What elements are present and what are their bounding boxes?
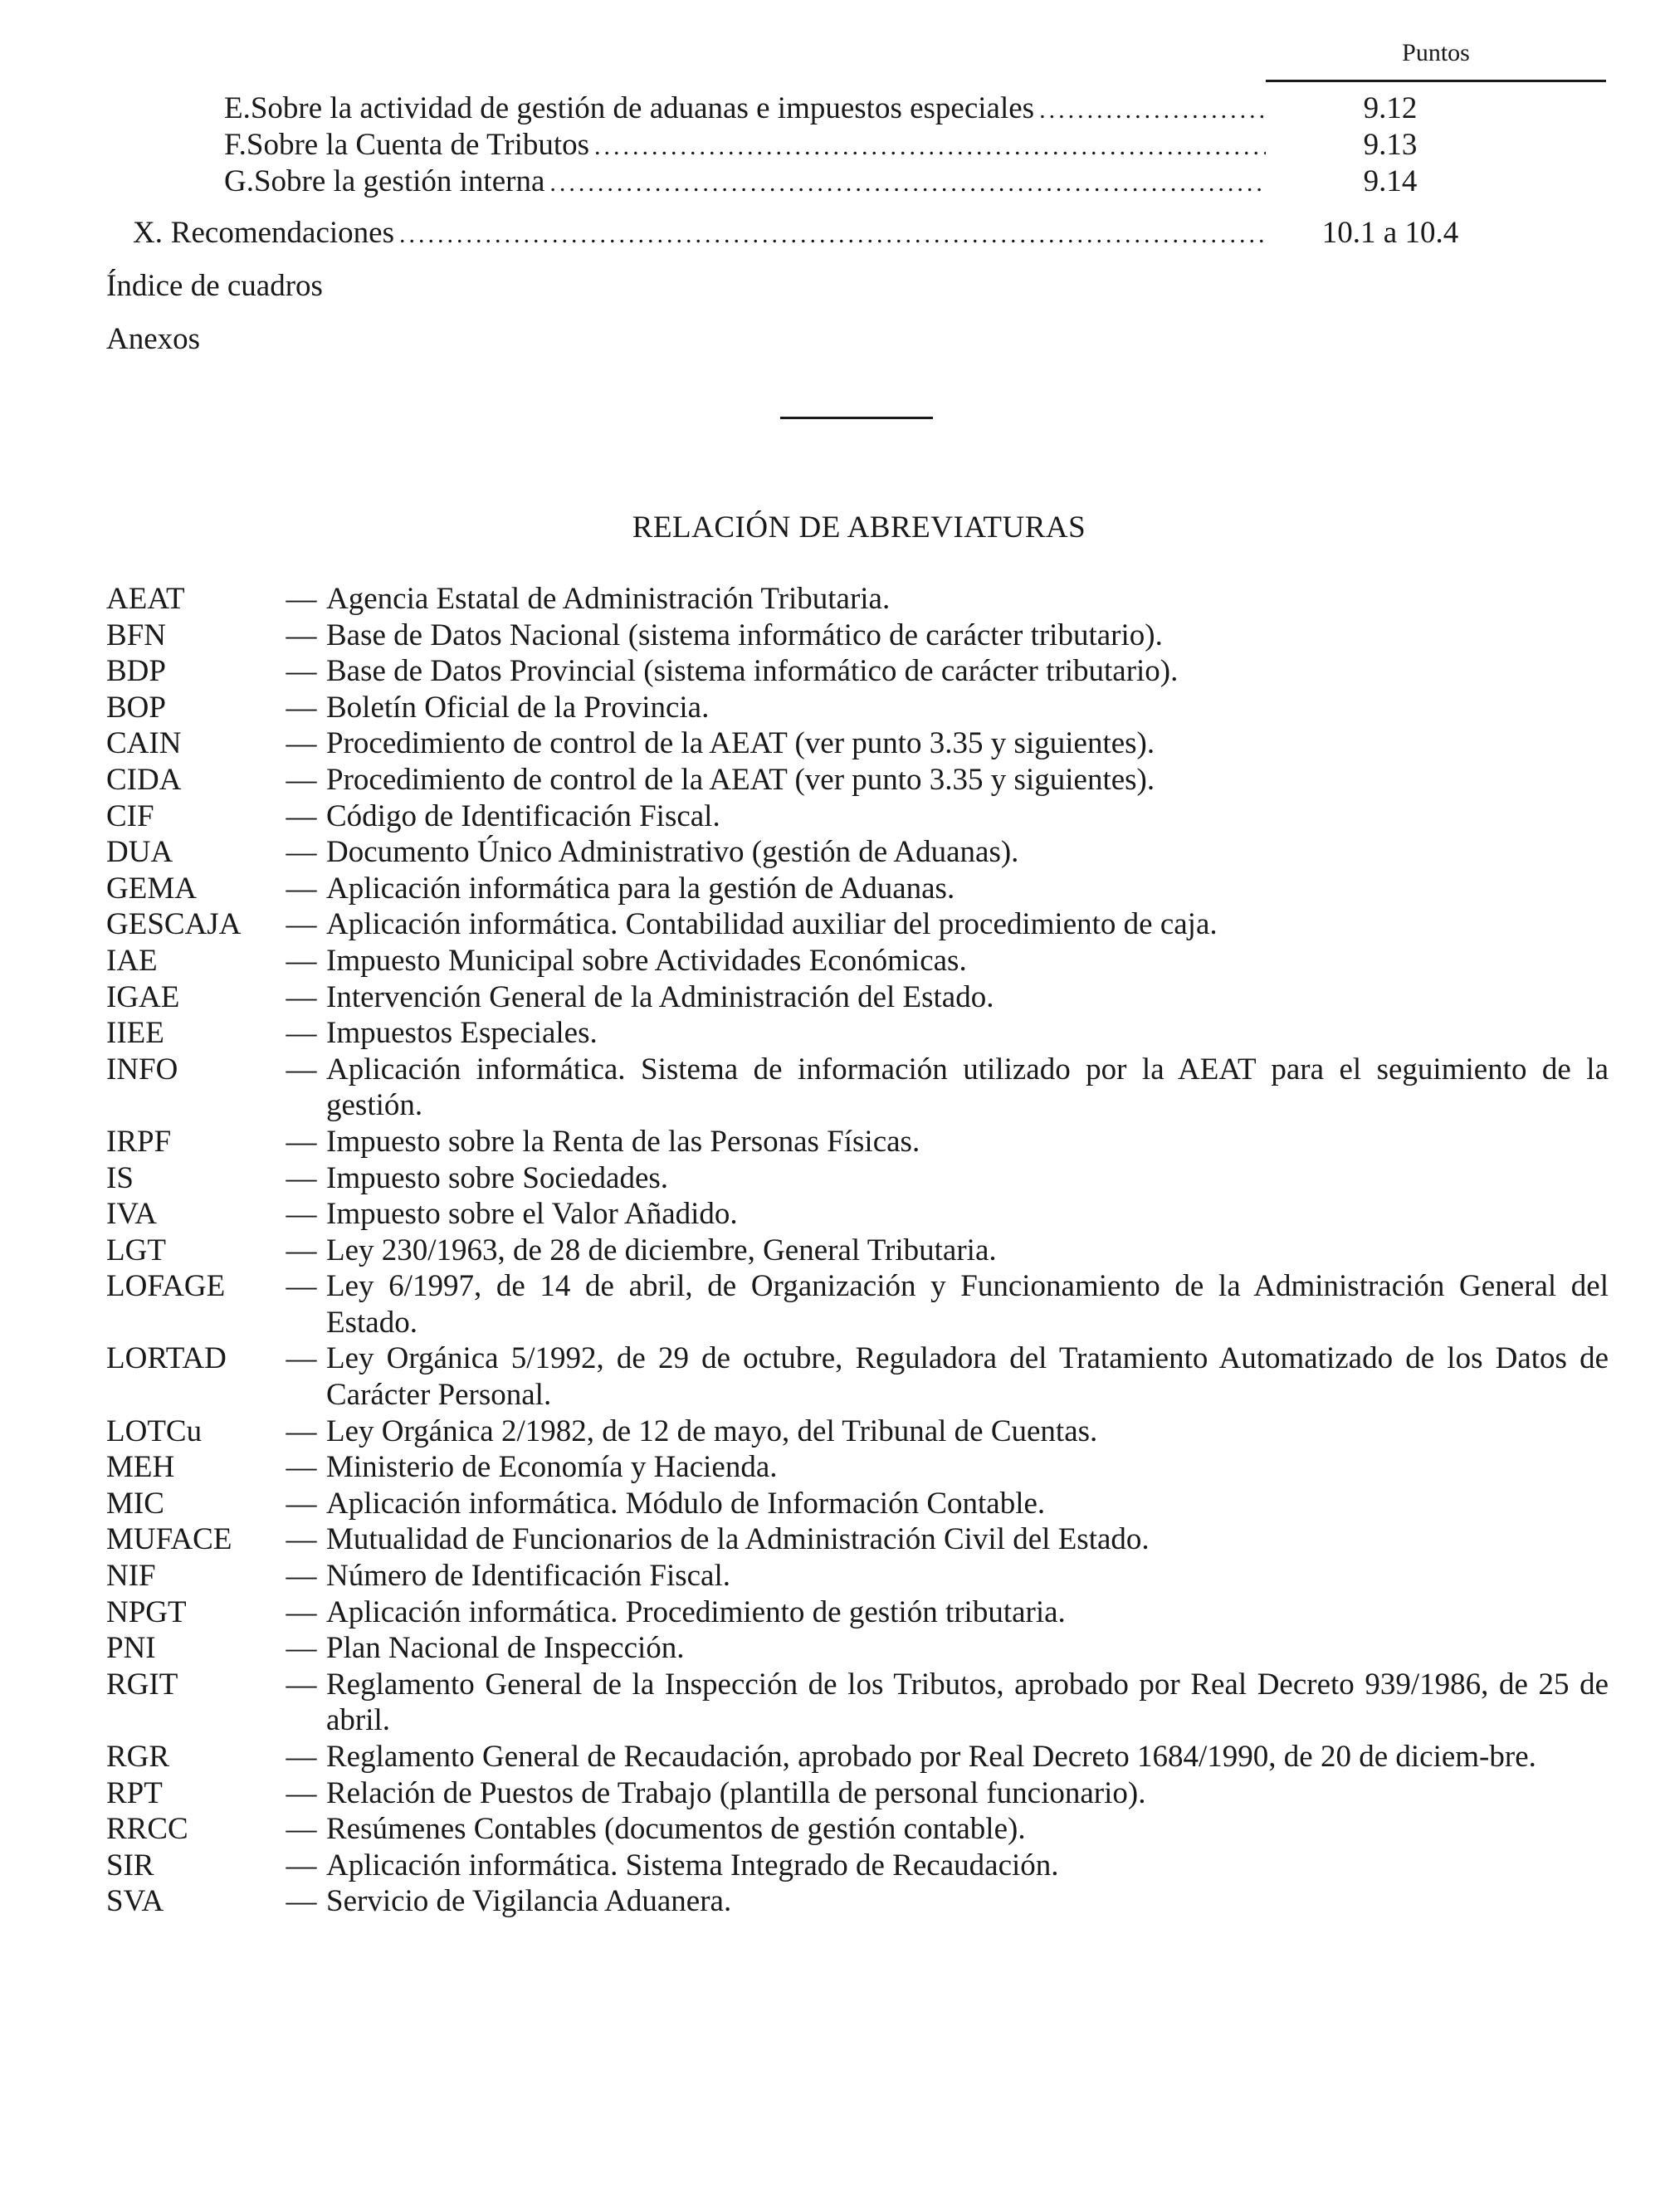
abbreviation-definition: Reglamento General de Recaudación, aprobado por Real Decreto 1684/1990, de 20 de diciem-bre.	[326, 1740, 1536, 1774]
abbreviation-entry	[106, 1775, 1609, 1812]
section-divider	[780, 417, 933, 419]
toc-letter: F.	[224, 128, 247, 162]
abbreviation-definition: Agencia Estatal de Administración Tributaria.	[326, 582, 891, 616]
abbreviation-code: IGAE	[106, 979, 180, 1014]
toc-label: Sobre la actividad de gestión de aduanas e impuestos especiales	[250, 91, 1035, 125]
abbreviation-code: RGIT	[106, 1667, 178, 1702]
em-dash-separator: —	[286, 726, 317, 761]
em-dash-separator: —	[286, 1775, 317, 1810]
abbreviation-definition: Intervención General de la Administración del Estado.	[326, 979, 994, 1014]
abbreviation-entry	[106, 1414, 1609, 1450]
abbreviation-entry	[106, 1233, 1609, 1269]
abbreviation-entry	[106, 979, 1609, 1016]
abbreviation-code: AEAT	[106, 582, 185, 616]
abbreviation-code: BDP	[106, 654, 166, 689]
abbreviation-entry	[106, 834, 1609, 871]
abbreviation-definition: Impuesto sobre la Renta de las Personas Físicas.	[326, 1124, 920, 1159]
abbreviation-definition: Base de Datos Provincial (sistema informático de carácter tributario).	[326, 654, 1179, 689]
abbreviation-definition: Procedimiento de control de la AEAT (ver punto 3.35 y siguientes).	[326, 762, 1155, 797]
em-dash-separator: —	[286, 1160, 317, 1195]
abbreviation-definition: Boletín Oficial de la Provincia.	[326, 690, 710, 725]
abbreviation-code: PNI	[106, 1631, 156, 1666]
em-dash-separator: —	[286, 582, 317, 616]
leader-dots	[594, 129, 1266, 165]
em-dash-separator: —	[286, 1559, 317, 1594]
abbreviation-code: IRPF	[106, 1124, 172, 1159]
abbreviation-definition: Ley 6/1997, de 14 de abril, de Organización y Funcionamiento de la Administración General del Estado.	[326, 1269, 1609, 1340]
em-dash-separator: —	[286, 1052, 317, 1086]
abbreviation-entry	[106, 1811, 1609, 1848]
toc-points: 9.12	[1363, 91, 1418, 125]
points-header-rule	[1266, 80, 1606, 82]
abbreviation-code: MEH	[106, 1450, 175, 1485]
toc-points: 9.13	[1363, 128, 1418, 162]
abbreviation-code: INFO	[106, 1052, 178, 1086]
em-dash-separator: —	[286, 1233, 317, 1267]
em-dash-separator: —	[286, 1740, 317, 1774]
abbreviation-entry	[106, 798, 1609, 835]
abbreviation-code: IS	[106, 1160, 134, 1195]
abbreviation-definition: Impuesto sobre Sociedades.	[326, 1160, 669, 1195]
abbreviation-code: CIF	[106, 798, 154, 833]
abbreviation-entry	[106, 725, 1609, 762]
abbreviation-entry	[106, 1883, 1609, 1920]
abbreviation-definition: Aplicación informática. Procedimiento de gestión tributaria.	[326, 1594, 1066, 1629]
abbreviation-definition: Mutualidad de Funcionarios de la Administración Civil del Estado.	[326, 1522, 1150, 1557]
abbreviation-entry	[106, 1268, 1609, 1340]
abbreviation-definition: Plan Nacional de Inspección.	[326, 1631, 685, 1666]
toc-label: Sobre la Cuenta de Tributos	[246, 128, 590, 162]
abbreviation-definition: Impuestos Especiales.	[326, 1016, 598, 1051]
toc-points: 10.1 a 10.4	[1321, 216, 1459, 250]
abbreviation-code: NIF	[106, 1559, 156, 1594]
em-dash-separator: —	[286, 871, 317, 906]
toc-label: Sobre la gestión interna	[253, 164, 545, 198]
abbreviation-code: MIC	[106, 1486, 164, 1521]
em-dash-separator: —	[286, 1667, 317, 1702]
em-dash-separator: —	[286, 762, 317, 797]
em-dash-separator: —	[286, 1124, 317, 1159]
abbreviation-definition: Código de Identificación Fiscal.	[326, 798, 720, 833]
em-dash-separator: —	[286, 1269, 317, 1304]
em-dash-separator: —	[286, 943, 317, 978]
abbreviation-definition: Aplicación informática. Módulo de Información Contable.	[326, 1486, 1046, 1521]
abbreviation-code: SVA	[106, 1884, 164, 1919]
em-dash-separator: —	[286, 1522, 317, 1557]
em-dash-separator: —	[286, 1812, 317, 1847]
abbreviation-entry	[106, 1848, 1609, 1884]
abbreviation-entry	[106, 1124, 1609, 1160]
em-dash-separator: —	[286, 690, 317, 725]
points-column-header: Puntos	[1402, 39, 1470, 66]
toc-item-e	[224, 90, 1266, 129]
abbreviation-code: CIDA	[106, 762, 182, 797]
abbreviation-entry	[106, 1340, 1609, 1413]
toc-letter: X.	[133, 216, 163, 250]
abbreviation-definition: Reglamento General de la Inspección de los Tributos, aprobado por Real Decreto 939/1986, de 25 de abril.	[326, 1667, 1609, 1738]
abbreviation-definition: Base de Datos Nacional (sistema informático de carácter tributario).	[326, 618, 1163, 652]
leader-dots	[549, 165, 1266, 202]
abbreviation-code: IIEE	[106, 1016, 164, 1051]
em-dash-separator: —	[286, 1016, 317, 1051]
em-dash-separator: —	[286, 835, 317, 870]
abbreviation-definition: Documento Único Administrativo (gestión de Aduanas).	[326, 835, 1019, 870]
abbreviation-definition: Número de Identificación Fiscal.	[326, 1559, 730, 1594]
abbreviation-definition: Ministerio de Economía y Hacienda.	[326, 1450, 778, 1485]
abbreviation-definition: Resúmenes Contables (documentos de gestión contable).	[326, 1812, 1026, 1847]
abbreviation-definition: Impuesto sobre el Valor Añadido.	[326, 1197, 738, 1232]
toc-points: 9.14	[1363, 164, 1418, 198]
abbreviation-code: GESCAJA	[106, 907, 242, 942]
abbreviation-code: CAIN	[106, 726, 182, 761]
abbreviations-title: RELACIÓN DE ABREVIATURAS	[632, 510, 1086, 544]
abbreviation-definition: Relación de Puestos de Trabajo (plantilla de personal funcionario).	[326, 1775, 1146, 1810]
em-dash-separator: —	[286, 654, 317, 689]
abbreviation-code: RPT	[106, 1775, 163, 1810]
abbreviation-code: IAE	[106, 943, 158, 978]
abbreviation-definition: Procedimiento de control de la AEAT (ver punto 3.35 y siguientes).	[326, 726, 1155, 761]
abbreviation-entry	[106, 1630, 1609, 1667]
abbreviation-code: MUFACE	[106, 1522, 232, 1557]
abbreviation-entry	[106, 1594, 1609, 1631]
abbreviation-entry	[106, 906, 1609, 943]
abbreviation-code: LGT	[106, 1233, 166, 1267]
abbreviation-definition: Ley Orgánica 2/1982, de 12 de mayo, del Tribunal de Cuentas.	[326, 1414, 1098, 1448]
toc-item-g	[224, 164, 1266, 202]
abbreviation-entry	[106, 1015, 1609, 1052]
abbreviation-definition: Aplicación informática. Sistema de información utilizado por la AEAT para el seguimiento de la gestión.	[326, 1052, 1609, 1123]
leader-dots	[1039, 92, 1266, 129]
toc-item-f	[224, 127, 1266, 165]
abbreviation-entry	[106, 762, 1609, 798]
em-dash-separator: —	[286, 1594, 317, 1629]
leader-dots	[399, 217, 1266, 253]
abbreviation-definition: Servicio de Vigilancia Aduanera.	[326, 1884, 732, 1919]
toc-letter: E.	[224, 91, 251, 125]
abbreviation-entry	[106, 618, 1609, 654]
toc-annexes: Anexos	[106, 322, 201, 356]
abbreviation-code: LORTAD	[106, 1341, 227, 1376]
abbreviation-entry	[106, 1667, 1609, 1739]
abbreviation-code: GEMA	[106, 871, 197, 906]
abbreviation-entry	[106, 1739, 1609, 1775]
abbreviation-entry	[106, 690, 1609, 726]
em-dash-separator: —	[286, 1450, 317, 1485]
em-dash-separator: —	[286, 1848, 317, 1882]
abbreviation-definition: Ley 230/1963, de 28 de diciembre, General Tributaria.	[326, 1233, 997, 1267]
abbreviation-code: NPGT	[106, 1594, 187, 1629]
em-dash-separator: —	[286, 1341, 317, 1376]
abbreviation-entry	[106, 1196, 1609, 1233]
abbreviation-entry	[106, 1521, 1609, 1558]
em-dash-separator: —	[286, 618, 317, 652]
abbreviation-entry	[106, 871, 1609, 907]
abbreviation-code: RGR	[106, 1740, 170, 1774]
toc-item-x	[133, 215, 1266, 253]
em-dash-separator: —	[286, 1884, 317, 1919]
abbreviation-code: RRCC	[106, 1812, 188, 1847]
abbreviation-entry	[106, 1052, 1609, 1124]
toc-letter: G.	[224, 164, 254, 198]
abbreviation-code: BOP	[106, 690, 166, 725]
abbreviation-code: IVA	[106, 1197, 157, 1232]
abbreviation-definition: Aplicación informática. Contabilidad auxiliar del procedimiento de caja.	[326, 907, 1218, 942]
em-dash-separator: —	[286, 1197, 317, 1232]
em-dash-separator: —	[286, 1631, 317, 1666]
em-dash-separator: —	[286, 979, 317, 1014]
abbreviation-definition: Aplicación informática. Sistema Integrado de Recaudación.	[326, 1848, 1059, 1882]
abbreviation-entry	[106, 1486, 1609, 1522]
abbreviation-code: BFN	[106, 618, 166, 652]
abbreviation-entry	[106, 943, 1609, 979]
abbreviation-entry	[106, 1558, 1609, 1594]
abbreviation-entry	[106, 653, 1609, 690]
em-dash-separator: —	[286, 907, 317, 942]
abbreviation-code: SIR	[106, 1848, 154, 1882]
abbreviation-entry	[106, 581, 1609, 618]
abbreviation-code: DUA	[106, 835, 173, 870]
abbreviation-entry	[106, 1160, 1609, 1197]
toc-label: Recomendaciones	[170, 216, 394, 250]
em-dash-separator: —	[286, 1414, 317, 1448]
abbreviation-entry	[106, 1449, 1609, 1486]
abbreviations-list	[106, 581, 1609, 1920]
abbreviation-code: LOTCu	[106, 1414, 203, 1448]
abbreviation-code: LOFAGE	[106, 1269, 226, 1304]
abbreviation-definition: Aplicación informática para la gestión de Aduanas.	[326, 871, 955, 906]
toc-index-of-tables: Índice de cuadros	[106, 269, 323, 303]
abbreviation-definition: Impuesto Municipal sobre Actividades Económicas.	[326, 943, 967, 978]
em-dash-separator: —	[286, 798, 317, 833]
em-dash-separator: —	[286, 1486, 317, 1521]
abbreviation-definition: Ley Orgánica 5/1992, de 29 de octubre, Reguladora del Tratamiento Automatizado de los Datos de Carácter Personal.	[326, 1341, 1609, 1413]
